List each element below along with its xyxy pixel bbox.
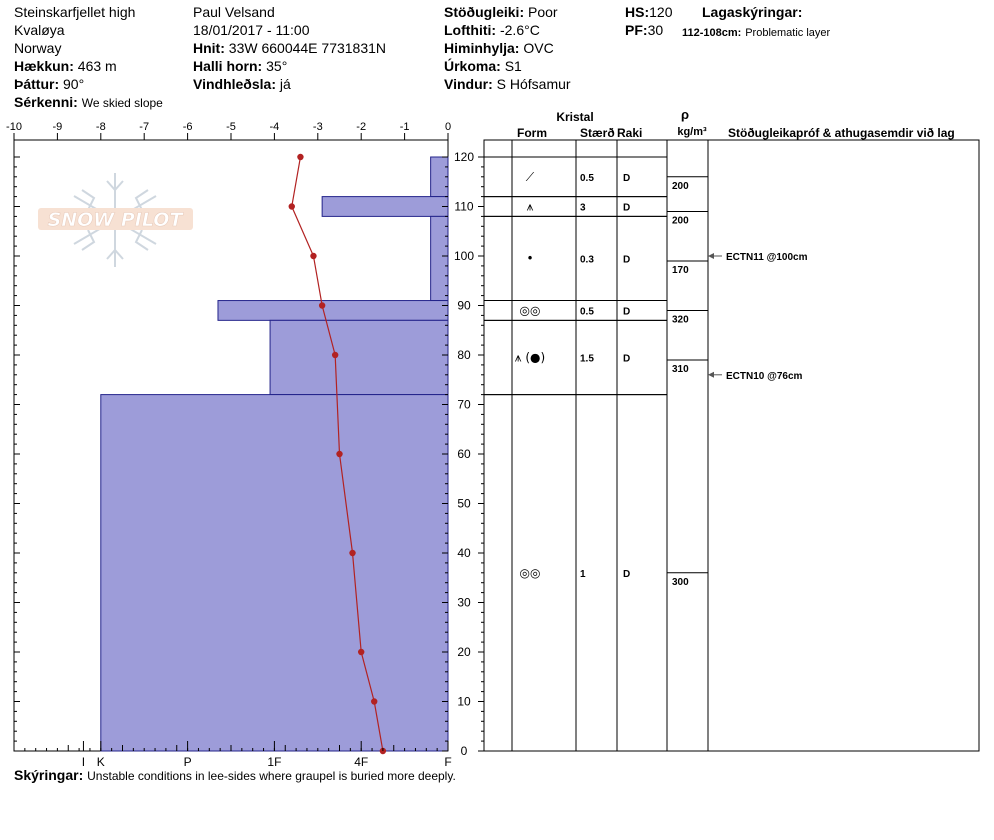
density-value-3: 320 [672, 314, 689, 326]
depth-tick-label: 10 [457, 694, 471, 709]
temperature-point-6 [349, 550, 355, 556]
density-values [667, 177, 708, 588]
test-label-0: ECTN11 @100cm [726, 252, 808, 263]
coords-label: Hnit: [193, 40, 225, 56]
sky-value: OVC [523, 40, 554, 56]
snowpilot-logo [38, 173, 193, 267]
air-temp-label: Lofthiti: [444, 22, 497, 38]
grain-size-3: 0.5 [580, 306, 594, 318]
footer-text: Unstable conditions in lee-sides where graupel is buried more deeply. [87, 769, 456, 783]
stability-value: Poor [528, 4, 558, 20]
moisture-1: D [623, 202, 631, 214]
temp-tick-label: -9 [52, 121, 63, 133]
grain-size-2: 0.3 [580, 254, 594, 266]
depth-tick-label: 90 [457, 298, 471, 313]
temp-tick-label: -7 [139, 121, 150, 133]
depth-tick-label: 50 [457, 496, 471, 511]
comments-header: Stöðugleikapróf & athugasemdir við lag [728, 126, 955, 140]
temp-tick-label: -4 [269, 121, 280, 133]
temp-tick-label: -3 [312, 121, 323, 133]
temperature-point-7 [358, 649, 364, 655]
temperature-point-8 [371, 698, 377, 704]
density-value-2: 170 [672, 264, 689, 276]
hardness-label: P [183, 755, 192, 769]
grain-form-2: • [526, 251, 534, 266]
hardness-label: I [81, 755, 86, 769]
temp-tick-label: -5 [226, 121, 236, 133]
temperature-point-4 [332, 352, 338, 358]
depth-tick-label: 60 [457, 447, 471, 461]
moisture-header: Raki [617, 126, 643, 140]
legend-text: Problematic layer [745, 27, 831, 39]
pf-label: PF: [625, 22, 648, 38]
coords-value: 33W 660044E 7731831N [228, 40, 387, 56]
stability-label: Stöðugleiki: [444, 4, 525, 20]
temp-tick-label: -8 [95, 121, 106, 133]
region-name: Kvaløya [14, 22, 65, 38]
temperature-point-0 [297, 154, 303, 160]
hardness-label: 1F [267, 755, 282, 769]
temperature-axis [6, 121, 451, 140]
slope-label: Halli horn: [193, 58, 263, 74]
elevation-value: 463 m [77, 58, 117, 74]
depth-tick-label: 80 [457, 348, 471, 362]
hardness-bar-2 [431, 216, 448, 300]
air-temp-value: -2.6°C [499, 22, 540, 38]
footer-label: Skýringar: [14, 767, 84, 783]
temp-tick-label: 0 [444, 121, 452, 133]
temperature-point-3 [319, 302, 325, 308]
depth-tick-label: 70 [457, 397, 471, 412]
logo-text: SNOW PILOT [47, 209, 183, 231]
legend-range: 112-108cm: [682, 27, 742, 39]
density-value-4: 310 [672, 363, 689, 375]
grain-size-5: 1 [580, 568, 586, 580]
wind-loading-value: já [279, 76, 291, 92]
hardness-label: F [444, 755, 452, 769]
depth-tick-label: 110 [454, 199, 474, 214]
slope-value: 35° [266, 58, 288, 74]
hardness-bar-1 [322, 197, 448, 217]
moisture-4: D [623, 353, 631, 365]
precip-label: Úrkoma: [444, 58, 501, 74]
aspect-label: Þáttur: [14, 76, 60, 92]
temp-tick-label: -1 [399, 121, 410, 133]
hardness-bars [101, 157, 448, 751]
precip-value: S1 [504, 58, 522, 74]
wind-label: Vindur: [444, 76, 493, 92]
depth-tick-label: 40 [457, 546, 471, 560]
temperature-point-2 [310, 253, 316, 259]
size-header: Stærð [580, 126, 615, 140]
test-label-1: ECTN10 @76cm [726, 370, 803, 382]
moisture-0: D [623, 172, 631, 184]
depth-tick-label: 120 [453, 150, 475, 164]
grain-form-5: ◎◎ [519, 565, 541, 580]
crystal-header: Kristal [556, 110, 594, 124]
country-name: Norway [14, 40, 62, 56]
depth-tick-label: 30 [457, 595, 471, 610]
hardness-bar-4 [270, 320, 448, 394]
layer-table-frame [484, 140, 979, 751]
elevation-label: Hækkun: [14, 58, 74, 74]
location-name: Steinskarfjellet high [14, 4, 136, 20]
depth-tick-label: 20 [457, 645, 471, 659]
density-unit-header: kg/m³ [677, 126, 707, 138]
hardness-bar-3 [218, 301, 448, 321]
depth-tick-label: 0 [460, 744, 468, 758]
hs-label: HS: [625, 4, 650, 20]
aspect-value: 90° [63, 76, 85, 92]
density-value-5: 300 [672, 576, 689, 588]
grain-form-1: ⩚ [526, 199, 534, 214]
density-value-1: 200 [672, 215, 689, 227]
sky-label: Himinhylja: [444, 40, 520, 56]
pf-value: 30 [647, 22, 664, 38]
rho-header: ρ [680, 107, 690, 122]
test-arrow-head-0 [708, 253, 714, 259]
temp-tick-label: -10 [6, 121, 22, 133]
observer-name: Paul Velsand [193, 4, 275, 20]
hardness-bar-5 [101, 395, 448, 751]
grain-form-3: ◎◎ [519, 303, 541, 318]
comments-footer [14, 767, 456, 783]
wind-value: S Hófsamur [496, 76, 571, 92]
grain-form-0: ⟋ [525, 169, 535, 184]
wind-loading-label: Vindhleðsla: [193, 76, 276, 92]
moisture-3: D [623, 306, 631, 318]
density-value-0: 200 [672, 180, 689, 192]
features-value: We skied slope [81, 96, 163, 110]
temp-tick-label: -2 [356, 121, 367, 133]
temperature-point-5 [336, 451, 342, 457]
moisture-2: D [623, 254, 631, 266]
test-arrow-head-1 [708, 372, 714, 378]
legend-title: Lagaskýringar: [702, 4, 803, 20]
temperature-point-1 [289, 203, 295, 209]
moisture-5: D [623, 568, 631, 580]
grain-size-1: 3 [580, 202, 586, 214]
hs-value: 120 [649, 4, 673, 20]
observation-datetime: 18/01/2017 - 11:00 [193, 22, 310, 38]
temp-tick-label: -6 [182, 121, 193, 133]
form-header: Form [517, 126, 547, 140]
hardness-label: K [96, 755, 105, 769]
grain-size-0: 0.5 [580, 172, 594, 184]
grain-form-4: ⩚ (●) [514, 350, 546, 365]
depth-tick-label: 100 [453, 249, 475, 263]
stability-tests [708, 252, 808, 382]
grain-size-4: 1.5 [580, 353, 594, 365]
features-label: Sérkenni: [14, 94, 78, 110]
hardness-label: 4F [354, 755, 369, 769]
